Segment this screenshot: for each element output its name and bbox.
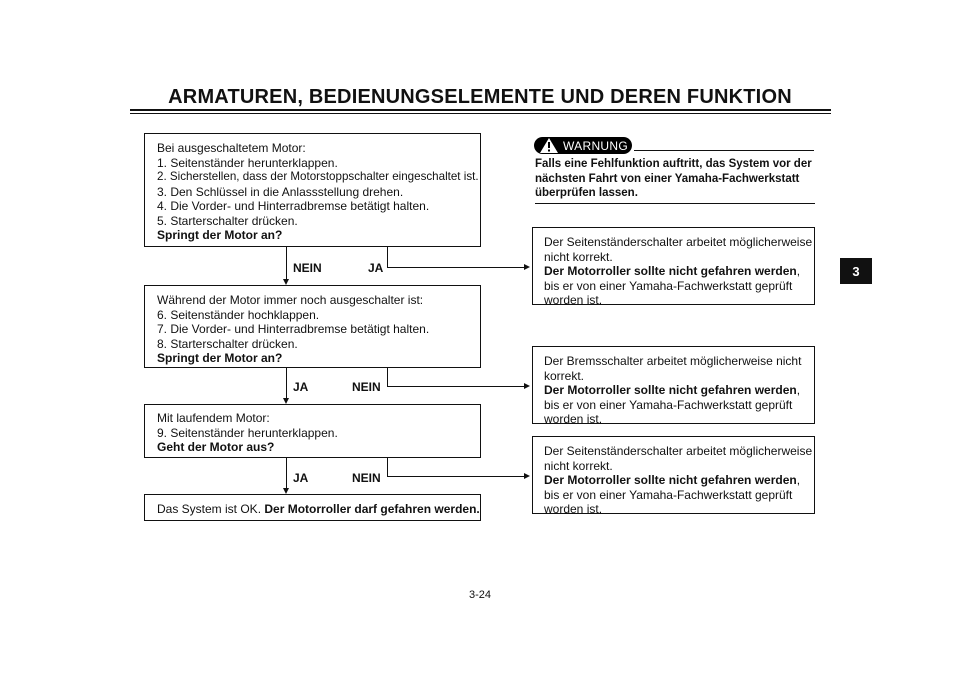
result3-comma: , [796,473,801,487]
result3-line: worden ist. [544,502,603,516]
box1-line: 4. Die Vorder- und Hinterradbremse betätigt halten. [157,199,430,213]
box1-line: 2. Sicherstellen, dass der Motorstoppschalter eingeschaltet ist. [157,170,479,183]
warning-triangle-icon [539,137,559,154]
branch3-down-label: JA [293,471,309,485]
ok-prefix: Das System ist OK. [157,502,265,516]
flow-box-2 [144,285,481,368]
result1-bold: Der Motorroller sollte nicht gefahren werden [544,264,797,278]
flow-box-result-ok [144,494,481,521]
arrow-right-2 [524,383,530,389]
connector-down-1 [286,247,287,279]
result1-line: worden ist. [544,293,603,307]
connector-right-1 [387,267,524,268]
warning-line: Falls eine Fehlfunktion auftritt, das System vor der [535,158,812,170]
flow-box-1 [144,133,481,247]
box2-line: 8. Starterschalter drücken. [157,336,298,351]
box2-question: Springt der Motor an? [157,351,283,365]
warning-line: überprüfen lassen. [535,187,638,199]
connector-right-2 [387,386,524,387]
result3-line: nicht korrekt. [544,458,613,473]
result1-line: Der Seitenständerschalter arbeitet möglicherweise [544,235,813,249]
warning-line: nächsten Fahrt von einer Yamaha-Fachwerkstatt [535,172,800,185]
box1-line: 3. Den Schlüssel in die Anlassstellung drehen. [157,184,404,199]
warning-bottom-rule [535,203,815,204]
result-box-2 [532,346,815,424]
ok-bold: Der Motorroller darf gefahren werden. [264,502,480,516]
box2-line: 7. Die Vorder- und Hinterradbremse betätigt halten. [157,322,430,336]
box1-line: 1. Seitenständer herunterklappen. [157,155,338,170]
box2-line: 6. Seitenständer hochklappen. [157,307,320,322]
chapter-tab: 3 [840,258,872,284]
box3-line: 9. Seitenständer herunterklappen. [157,425,338,440]
connector-right-3 [387,476,524,477]
title-rule-thin [130,113,831,114]
page-title: ARMATUREN, BEDIENUNGSELEMENTE UND DEREN FUNKTION [168,86,792,108]
connector-down-2 [286,368,287,398]
warning-rule [634,150,814,151]
connector-side-1 [387,247,388,268]
box1-line: Bei ausgeschaltetem Motor: [157,141,306,155]
result2-bold: Der Motorroller sollte nicht gefahren werden [544,383,797,397]
arrow-right-3 [524,473,530,479]
result2-line: korrekt. [544,368,585,383]
box1-line: 5. Starterschalter drücken. [157,213,298,228]
warning-badge [534,137,632,154]
branch1-down-label: NEIN [293,261,322,275]
branch2-right-label: NEIN [352,380,381,394]
result1-line: nicht korrekt. [544,249,613,264]
result3-line: bis er von einer Yamaha-Fachwerkstatt geprüft [544,487,793,502]
connector-side-2 [387,368,388,387]
result1-line: bis er von einer Yamaha-Fachwerkstatt geprüft [544,278,793,293]
connector-side-3 [387,458,388,477]
title-rule [130,109,831,111]
result3-bold: Der Motorroller sollte nicht gefahren werden [544,473,797,487]
branch1-right-label: JA [368,261,384,275]
page-number: 3-24 [468,589,492,601]
warning-label: WARNUNG [563,138,628,153]
result1-comma: , [796,264,801,278]
arrow-right-1 [524,264,530,270]
result-box-3 [532,436,815,514]
connector-down-3 [286,458,287,488]
box3-question: Geht der Motor aus? [157,440,275,454]
result2-line: Der Bremsschalter arbeitet möglicherweise nicht [544,354,802,368]
flow-box-3 [144,404,481,458]
branch2-down-label: JA [293,380,309,394]
box1-question: Springt der Motor an? [157,228,283,242]
box2-line: Während der Motor immer noch ausgeschalter ist: [157,293,424,307]
result2-comma: , [796,383,801,397]
result2-line: worden ist. [544,412,603,426]
box3-line: Mit laufendem Motor: [157,411,270,425]
warning-body [535,157,817,201]
result-box-1 [532,227,815,305]
result3-line: Der Seitenständerschalter arbeitet möglicherweise [544,444,813,458]
branch3-right-label: NEIN [352,471,381,485]
result2-line: bis er von einer Yamaha-Fachwerkstatt geprüft [544,397,793,412]
